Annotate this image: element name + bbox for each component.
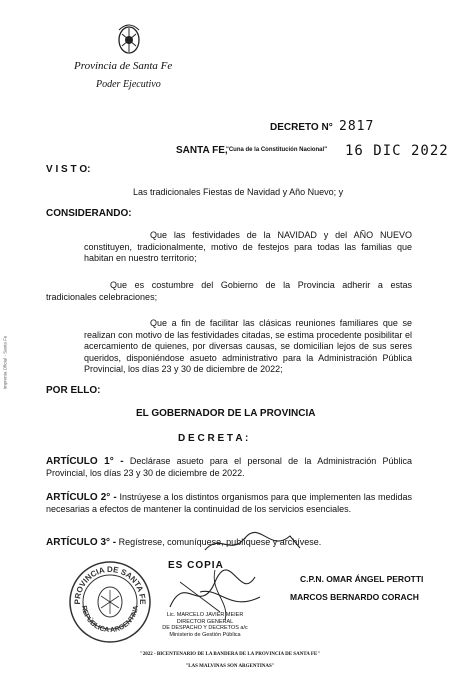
por-ello: POR ELLO: <box>46 385 101 396</box>
seal-bottom-text: REPÚBLICA ARGENTINA <box>79 605 141 635</box>
article-3-text: Regístrese, comuníquese, publíquese y archívese. <box>118 537 322 547</box>
article-3-label: ARTÍCULO 3° - <box>46 537 117 548</box>
article-2 <box>46 492 412 515</box>
considerando-p2 <box>46 280 412 303</box>
certifier-title: DIRECTOR GENERAL <box>176 618 234 625</box>
minister-signer: MARCOS BERNARDO CORACH <box>290 592 419 602</box>
decree-number: 2817 <box>339 119 375 134</box>
considerando-p3 <box>84 318 412 376</box>
considerando-p2-text: Que es costumbre del Gobierno de la Provincia adherir a estas tradicionales celebraciones; <box>46 280 412 302</box>
footer-line2: "LAS MALVINAS SON ARGENTINAS" <box>185 664 275 669</box>
article-2-text: Instrúyese a los distintos organismos para que implementen las medidas necesarias a efectos de mantener la continuidad de los servicios esenciales. <box>46 492 413 514</box>
certifier-ministry: Ministerio de Gestión Pública <box>169 631 241 638</box>
visto-text: Las tradicionales Fiestas de Navidad y Año Nuevo; y <box>133 187 344 197</box>
visto-heading: V I S T O: <box>46 164 91 175</box>
official-seal-icon <box>68 560 152 644</box>
governor-heading: EL GOBERNADOR DE LA PROVINCIA <box>136 408 316 419</box>
considerando-heading: CONSIDERANDO: <box>46 208 132 219</box>
governor-signer: C.P.N. OMAR ÁNGEL PEROTTI <box>300 574 424 584</box>
considerando-p1 <box>84 230 412 265</box>
power-header: Poder Ejecutivo <box>96 79 161 90</box>
considerando-p1-text: Que las festividades de la NAVIDAD y del AÑO NUEVO constituyen, tradicionalmente, motivo de festejos para todas las familias que habitan en nuestro territorio; <box>84 230 412 263</box>
decreta-heading: D E C R E T A : <box>178 433 249 444</box>
footer-line1: "2022 - BICENTENARIO DE LA BANDERA DE LA PROVINCIA DE SANTA FE" <box>139 652 321 657</box>
article-1-label: ARTÍCULO 1° - <box>46 456 124 467</box>
certifier-office: DE DESPACHO Y DECRETOS a/c <box>162 625 248 631</box>
considerando-p3-text: Que a fin de facilitar las clásicas reuniones familiares que se realizan con motivo de las festividades citadas, se estima procedente posibilitar el acercamiento de quienes, por diversas causas, se domicilian lejos de sus seres queridos, disponiéndose asueto administrativo para la Administración Pública Provincial, los días 23 y 30 de diciembre de 2022; <box>84 318 412 374</box>
province-header: Provincia de Santa Fe <box>74 60 173 72</box>
article-1 <box>46 456 412 479</box>
decree-label: DECRETO N° <box>270 122 333 133</box>
article-1-text: Declárase asueto para el personal de la Administración Pública Provincial, los días 23 y 30 de diciembre de 2022. <box>46 456 412 478</box>
certifier-name: Lic. MARCELO JAVIER MEIER <box>166 612 244 618</box>
decree-date: 16 DIC 2022 <box>345 143 449 159</box>
article3-signature-icon <box>200 528 310 558</box>
place-note: "Cuna de la Constitución Nacional" <box>226 147 328 153</box>
place: SANTA FE, <box>176 145 228 156</box>
seal-top-text: PROVINCIA DE SANTA FE <box>72 564 148 605</box>
article-2-label: ARTÍCULO 2° - <box>46 492 117 503</box>
coat-of-arms-icon <box>114 22 144 56</box>
copy-stamp: ES COPIA <box>168 560 224 571</box>
certifier-block <box>150 612 260 638</box>
side-note: Imprenta Oficial - Santa Fe <box>2 335 8 390</box>
